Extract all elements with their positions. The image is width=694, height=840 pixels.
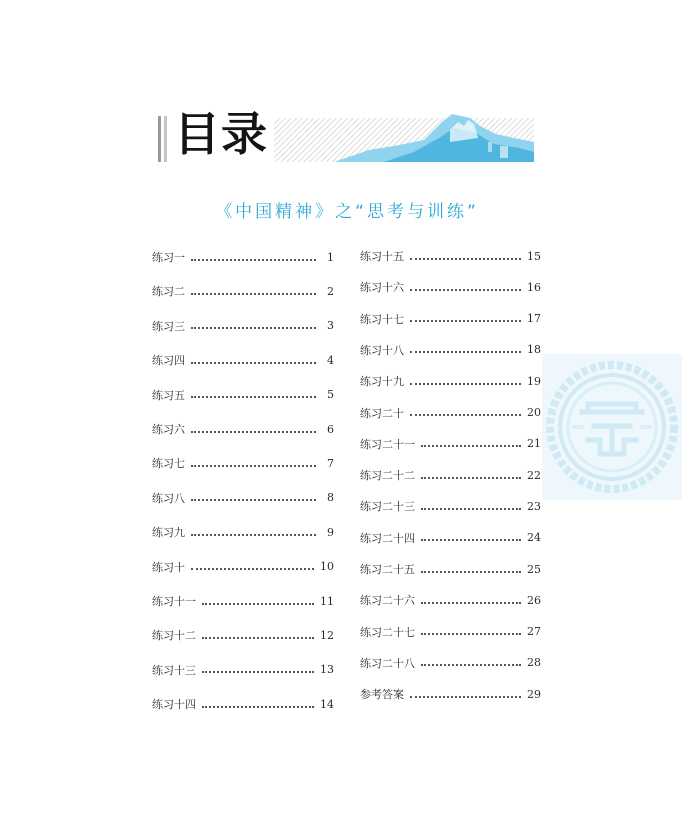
toc-page-number: 2 [327,284,334,298]
toc-entry-label: 练习十五 [360,250,404,263]
toc-entry[interactable] [360,591,541,609]
toc-dot-leader [421,444,521,447]
toc-entry[interactable] [152,626,334,644]
title-accent-bars [158,116,170,162]
toc-dot-leader [191,258,316,261]
section-subtitle: 《中国精神》之“思考与训练” [215,202,479,222]
toc-entry[interactable] [152,489,334,507]
toc-page-number: 13 [320,663,334,677]
toc-page-number: 10 [320,560,334,574]
toc-entry-label: 练习二十 [360,406,404,420]
toc-page-number: 25 [527,562,541,576]
toc-right-column [360,247,541,707]
decorative-seal-emblem [542,354,682,500]
toc-entry[interactable] [360,435,541,453]
toc-entry[interactable] [360,372,541,390]
toc-page-number: 21 [527,437,541,451]
toc-dot-leader [202,670,314,673]
toc-dot-leader [202,602,314,605]
toc-entry-label: 练习十四 [152,698,196,712]
toc-page-number: 26 [527,593,541,607]
toc-entry-label: 练习十三 [152,663,196,677]
page-title: 目录 [174,107,268,161]
toc-entry[interactable] [360,466,541,484]
toc-dot-leader [421,507,521,510]
toc-entry-label: 练习二十二 [360,469,415,483]
toc-dot-leader [202,636,314,639]
toc-dot-leader [191,567,314,570]
toc-dot-leader [410,695,521,698]
toc-entry-label: 练习九 [152,526,185,540]
toc-entry-label: 参考答案 [360,688,404,702]
toc-page-number: 12 [320,628,334,642]
toc-entry-label: 练习一 [152,251,185,264]
toc-entry[interactable] [360,623,541,641]
toc-entry-label: 练习十 [152,560,185,574]
toc-dot-leader [191,498,316,501]
toc-entry-label: 练习二十五 [360,563,415,576]
toc-dot-leader [410,319,521,322]
toc-page-number: 15 [527,249,541,263]
toc-entry[interactable] [152,282,334,300]
toc-entry[interactable] [152,454,334,472]
toc-page-number: 24 [527,531,541,545]
toc-page-number: 7 [327,456,334,470]
toc-entry[interactable] [360,341,541,359]
toc-entry-label: 练习二十六 [360,594,415,608]
toc-page-number: 8 [327,491,334,505]
toc-page-number: 4 [327,353,334,367]
toc-page-number: 28 [527,656,541,670]
toc-dot-leader [191,292,316,295]
toc-dot-leader [191,395,316,398]
toc-entry[interactable] [360,278,541,296]
toc-entry[interactable] [360,529,541,547]
toc-dot-leader [421,663,521,666]
toc-entry-label: 练习六 [152,423,185,436]
toc-entry[interactable] [360,310,541,328]
toc-entry-label: 练习十九 [360,375,404,389]
toc-entry-label: 练习二十四 [360,531,415,545]
toc-dot-leader [410,350,521,353]
toc-page-number: 6 [327,422,334,436]
toc-dot-leader [191,533,316,536]
toc-page-number: 19 [527,374,541,388]
toc-entry-label: 练习二十七 [360,625,415,639]
toc-entry-label: 练习十七 [360,312,404,326]
toc-entry[interactable] [152,661,334,679]
toc-dot-leader [202,705,314,708]
toc-entry[interactable] [152,558,334,576]
toc-title-block [158,108,534,162]
toc-page-number: 29 [527,687,541,701]
toc-dot-leader [421,632,521,635]
toc-entry-label: 练习十六 [360,281,404,295]
toc-left-column [152,248,334,712]
toc-entry-label: 练习四 [152,354,185,368]
toc-entry[interactable] [152,386,334,404]
toc-entry[interactable] [152,317,334,335]
toc-entry[interactable] [360,685,541,703]
toc-page-number: 9 [327,525,334,539]
toc-page-number: 22 [527,468,541,482]
toc-entry[interactable] [152,592,334,610]
toc-entry-label: 练习五 [152,388,185,402]
toc-entry[interactable] [152,695,334,713]
toc-dot-leader [421,601,521,604]
toc-entry[interactable] [152,248,334,266]
toc-entry-label: 练习二十三 [360,500,415,514]
toc-page-number: 14 [320,697,334,711]
toc-dot-leader [191,464,316,467]
toc-page-number: 23 [527,499,541,513]
toc-entry-label: 练习二十一 [360,437,415,451]
toc-entry[interactable] [152,523,334,541]
toc-dot-leader [191,361,316,364]
toc-dot-leader [410,257,521,260]
toc-dot-leader [191,326,316,329]
toc-entry-label: 练习八 [152,491,185,505]
toc-dot-leader [410,382,521,385]
toc-page-number: 11 [320,594,334,608]
toc-entry[interactable] [360,497,541,515]
toc-entry[interactable] [152,420,334,438]
toc-entry-label: 练习三 [152,319,185,333]
toc-entry-label: 练习十八 [360,343,404,357]
toc-entry-label: 练习二 [152,285,185,299]
toc-dot-leader [410,288,521,291]
toc-page-number: 20 [527,406,541,419]
toc-page-number: 27 [527,625,541,639]
toc-entry[interactable] [360,247,541,265]
toc-page-number: 18 [527,343,541,357]
toc-entry-label: 练习十一 [152,595,196,608]
toc-dot-leader [421,476,521,479]
toc-entry[interactable] [360,560,541,578]
toc-dot-leader [421,570,521,573]
toc-entry[interactable] [152,351,334,369]
toc-entry-label: 练习七 [152,457,185,471]
toc-dot-leader [191,430,316,433]
toc-page-number: 17 [527,312,541,326]
toc-page-number: 16 [527,280,541,294]
toc-page-number: 1 [327,250,334,264]
toc-entry-label: 练习十二 [152,629,196,643]
toc-page-number: 5 [327,388,334,402]
toc-entry-label: 练习二十八 [360,656,415,670]
toc-dot-leader [410,413,521,416]
great-wall-banner-image [274,112,534,162]
toc-entry[interactable] [360,654,541,672]
toc-dot-leader [421,538,521,541]
toc-entry[interactable] [360,404,541,422]
toc-page-number: 3 [327,319,334,333]
